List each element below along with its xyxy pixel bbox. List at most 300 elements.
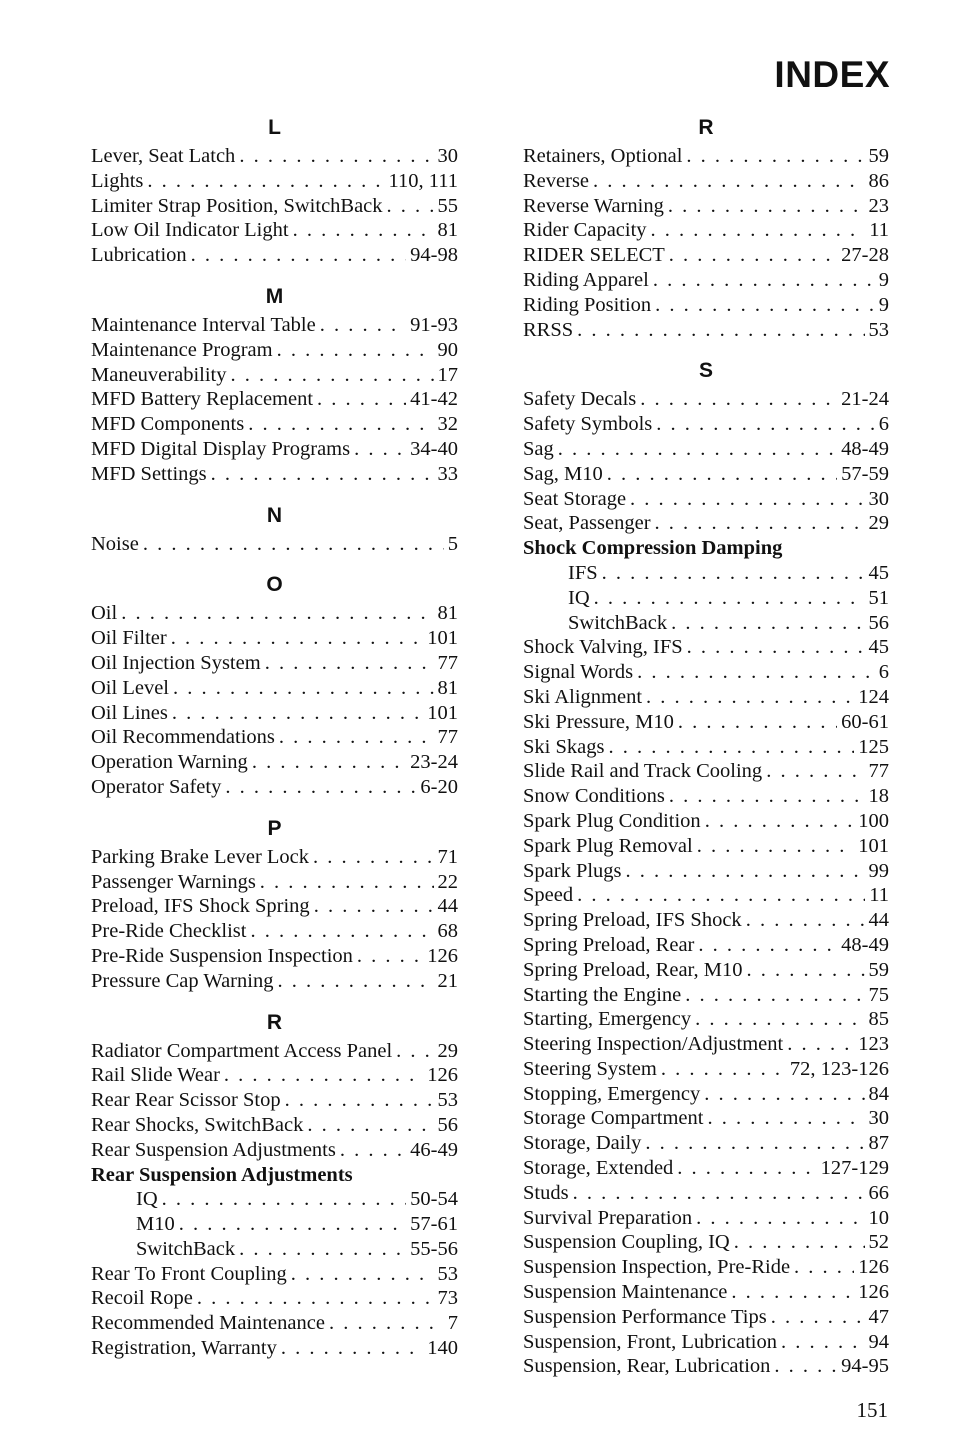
entry-pages: 34-40 — [410, 437, 458, 460]
entry-term: Lever, Seat Latch — [91, 145, 236, 167]
entry-term: Rear Rear Scissor Stop — [91, 1089, 281, 1112]
dot-leader — [695, 1007, 864, 1032]
entry-pages: 101 — [858, 834, 889, 857]
entry-pages: 59 — [868, 145, 889, 167]
dot-leader — [661, 1057, 786, 1082]
index-entry — [91, 1138, 458, 1163]
entry-term: Sag, M10 — [523, 462, 603, 485]
entry-pages: 56 — [437, 1113, 458, 1136]
dot-leader — [313, 845, 433, 870]
index-entry — [523, 1230, 889, 1255]
index-entry — [523, 660, 889, 685]
entry-pages: 41-42 — [410, 388, 458, 411]
dot-leader — [239, 144, 433, 169]
entry-term: Storage Compartment — [523, 1107, 704, 1130]
index-entry — [523, 635, 889, 660]
entry-term: Seat Storage — [523, 487, 627, 510]
index-entry — [523, 759, 889, 784]
dot-leader — [260, 870, 434, 895]
dot-leader — [179, 1212, 406, 1237]
entry-term: Riding Apparel — [523, 268, 649, 291]
index-sub-entry — [523, 561, 889, 586]
entry-pages: 21-24 — [841, 388, 889, 411]
index-entry — [523, 1255, 889, 1280]
dot-leader — [277, 338, 434, 363]
index-entry — [91, 676, 458, 701]
entry-pages: 44 — [437, 895, 458, 918]
entry-pages: 57-59 — [841, 462, 889, 485]
dot-leader — [225, 775, 416, 800]
entry-term: Sag — [523, 437, 554, 460]
entry-pages: 44 — [868, 909, 889, 932]
index-sub-entry — [523, 611, 889, 636]
dot-leader — [191, 243, 407, 268]
entry-term: Ski Alignment — [523, 685, 643, 708]
entry-pages: 81 — [437, 602, 458, 625]
section-n — [91, 502, 458, 557]
entry-pages: 94-98 — [410, 244, 458, 267]
entry-pages: 30 — [868, 487, 889, 510]
index-entry — [523, 194, 889, 219]
index-entry — [91, 437, 458, 462]
entry-term: MFD Settings — [91, 462, 207, 485]
section-letter: M — [265, 284, 284, 308]
entry-pages: 55 — [437, 194, 458, 217]
dot-leader — [626, 859, 865, 884]
index-entry — [91, 313, 458, 338]
entry-term: SwitchBack — [568, 611, 668, 634]
index-entry — [523, 1330, 889, 1355]
entry-pages: 51 — [868, 586, 889, 609]
section-l — [91, 114, 458, 268]
index-entry — [523, 243, 889, 268]
entry-pages: 55-56 — [410, 1237, 458, 1260]
index-entry — [91, 1336, 458, 1361]
index-entry — [523, 1354, 889, 1379]
entry-term: M10 — [136, 1213, 175, 1236]
dot-leader — [387, 194, 434, 219]
dot-leader — [794, 1255, 854, 1280]
entry-term: Maneuverability — [91, 363, 227, 386]
entry-pages: 30 — [868, 1107, 889, 1130]
entry-term: Passenger Warnings — [91, 870, 256, 893]
dot-leader — [171, 626, 424, 651]
entry-term: Pre-Ride Suspension Inspection — [91, 944, 353, 967]
entry-term: Ski Pressure, M10 — [523, 710, 674, 733]
entry-pages: 81 — [437, 676, 458, 699]
dot-leader — [329, 1311, 444, 1336]
index-entry — [523, 1007, 889, 1032]
entry-term: MFD Components — [91, 413, 245, 436]
entry-pages: 29 — [868, 512, 889, 535]
entry-pages: 100 — [858, 809, 889, 832]
dot-leader — [607, 462, 837, 487]
section-p — [91, 815, 458, 994]
entry-pages: 87 — [868, 1132, 889, 1155]
dot-leader — [774, 1354, 837, 1379]
index-entry — [523, 218, 889, 243]
entry-term: Riding Position — [523, 293, 652, 316]
entry-term: Storage, Daily — [523, 1132, 642, 1155]
index-entry — [91, 725, 458, 750]
entry-term: Maintenance Interval Table — [91, 313, 316, 336]
index-entry — [91, 894, 458, 919]
entry-term: MFD Battery Replacement — [91, 388, 314, 411]
entry-pages: 126 — [427, 944, 458, 967]
entry-term: Lubrication — [91, 244, 187, 267]
entry-pages: 46-49 — [410, 1138, 458, 1161]
section-letter: O — [266, 573, 283, 597]
entry-group — [523, 387, 889, 536]
entry-term: Pre-Ride Checklist — [91, 920, 247, 943]
index-entry — [523, 1057, 889, 1082]
dot-leader — [279, 725, 434, 750]
dot-leader — [239, 1237, 406, 1262]
dot-leader — [357, 944, 423, 969]
section-letter: N — [266, 503, 283, 527]
entry-pages: 140 — [427, 1337, 458, 1360]
dot-leader — [558, 437, 837, 462]
dot-leader — [669, 243, 837, 268]
entry-term: Low Oil Indicator Light — [91, 219, 289, 242]
dot-leader — [250, 919, 433, 944]
section-s — [523, 357, 889, 1379]
index-entry — [523, 958, 889, 983]
entry-term: Spark Plug Removal — [523, 834, 693, 857]
entry-pages: 6 — [878, 661, 889, 684]
dot-leader — [771, 1305, 865, 1330]
entry-pages: 72, 123-126 — [789, 1057, 889, 1080]
index-entry — [523, 1082, 889, 1107]
entry-pages: 94 — [868, 1330, 889, 1353]
entry-pages: 18 — [868, 785, 889, 808]
entry-term: SwitchBack — [136, 1237, 236, 1260]
dot-leader — [197, 1286, 434, 1311]
dot-leader — [608, 735, 854, 760]
dot-leader — [687, 635, 865, 660]
index-entry — [523, 1032, 889, 1057]
index-entry — [523, 268, 889, 293]
entry-pages: 53 — [437, 1089, 458, 1112]
entry-pages: 29 — [437, 1039, 458, 1062]
index-entry — [91, 1311, 458, 1336]
entry-term: Starting, Emergency — [523, 1008, 692, 1031]
entry-pages: 23 — [868, 194, 889, 217]
dot-leader — [685, 983, 864, 1008]
entry-term: Survival Preparation — [523, 1206, 693, 1229]
entry-term: Preload, IFS Shock Spring — [91, 895, 310, 918]
entry-term: Storage, Extended — [523, 1157, 674, 1180]
index-entry — [91, 1088, 458, 1113]
entry-term: Suspension Coupling, IQ — [523, 1231, 730, 1254]
entry-pages: 77 — [437, 651, 458, 674]
entry-pages: 33 — [437, 462, 458, 485]
dot-leader — [162, 1187, 407, 1212]
index-entry — [523, 437, 889, 462]
entry-term: Reverse Warning — [523, 194, 664, 217]
index-entry — [91, 363, 458, 388]
entry-term: Starting the Engine — [523, 983, 682, 1006]
dot-leader — [143, 532, 444, 557]
index-entry — [91, 1063, 458, 1088]
entry-term: Stopping, Emergency — [523, 1082, 701, 1105]
index-entry — [91, 750, 458, 775]
entry-term: Signal Words — [523, 661, 634, 684]
entry-term: Rear Shocks, SwitchBack — [91, 1113, 304, 1136]
entry-pages: 30 — [437, 145, 458, 167]
entry-term: Rider Capacity — [523, 219, 647, 242]
dot-leader — [173, 676, 434, 701]
entry-pages: 52 — [868, 1231, 889, 1254]
index-entry — [523, 487, 889, 512]
dot-leader — [747, 958, 865, 983]
entry-term: Ski Skags — [523, 735, 605, 758]
entry-pages: 50-54 — [410, 1188, 458, 1211]
entry-pages: 86 — [868, 169, 889, 192]
dot-leader — [645, 1131, 864, 1156]
entry-pages: 77 — [868, 760, 889, 783]
dot-leader — [704, 1082, 864, 1107]
dot-leader — [766, 759, 864, 784]
entry-pages: 71 — [437, 845, 458, 868]
entry-term: RIDER SELECT — [523, 244, 665, 267]
entry-term: MFD Digital Display Programs — [91, 437, 351, 460]
dot-leader — [698, 933, 837, 958]
entry-pages: 23-24 — [410, 751, 458, 774]
index-entry — [91, 701, 458, 726]
entry-term: Oil — [91, 602, 118, 625]
entry-pages: 68 — [437, 920, 458, 943]
index-entry — [91, 626, 458, 651]
dot-leader — [677, 1156, 816, 1181]
index-entry — [523, 908, 889, 933]
entry-term: Rear To Front Coupling — [91, 1262, 287, 1285]
dot-leader — [265, 651, 434, 676]
section-o — [91, 571, 458, 799]
dot-leader — [668, 194, 865, 219]
entry-term: Rail Slide Wear — [91, 1064, 220, 1087]
index-entry — [523, 1131, 889, 1156]
index-entry — [91, 218, 458, 243]
dot-leader — [594, 586, 865, 611]
index-entry — [523, 1181, 889, 1206]
entry-pages: 9 — [878, 268, 889, 291]
index-entry — [91, 651, 458, 676]
index-column-right — [523, 114, 889, 1394]
index-entry — [91, 775, 458, 800]
entry-term: Spark Plug Condition — [523, 809, 701, 832]
dot-leader — [293, 218, 434, 243]
index-entry — [523, 834, 889, 859]
index-entry — [523, 859, 889, 884]
entry-pages: 48-49 — [841, 437, 889, 460]
dot-leader — [172, 701, 423, 726]
section-letter: R — [698, 116, 714, 139]
entry-term: Radiator Compartment Access Panel — [91, 1039, 393, 1062]
dot-leader — [655, 293, 875, 318]
entry-pages: 123 — [858, 1033, 889, 1056]
subheading: Rear Suspension Adjustments — [91, 1163, 353, 1186]
entry-pages: 59 — [868, 958, 889, 981]
entry-pages: 75 — [868, 983, 889, 1006]
entry-pages: 126 — [858, 1256, 889, 1279]
index-entry — [91, 845, 458, 870]
dot-leader — [731, 1280, 854, 1305]
dot-leader — [646, 685, 854, 710]
dot-leader — [573, 1181, 865, 1206]
entry-term: Shock Valving, IFS — [523, 636, 683, 659]
index-entry — [523, 983, 889, 1008]
entry-pages: 7 — [447, 1312, 458, 1335]
dot-leader — [630, 487, 864, 512]
entry-pages: 22 — [437, 870, 458, 893]
entry-term: Suspension Inspection, Pre-Ride — [523, 1256, 791, 1279]
entry-term: Safety Decals — [523, 388, 637, 411]
dot-leader — [656, 412, 874, 437]
entry-pages: 17 — [437, 363, 458, 386]
dot-leader — [593, 169, 864, 194]
index-entry — [91, 944, 458, 969]
index-entry — [523, 144, 889, 169]
entry-group — [91, 1262, 458, 1361]
entry-term: Steering Inspection/Adjustment — [523, 1033, 784, 1056]
dot-leader — [277, 969, 433, 994]
entry-term: Slide Rail and Track Cooling — [523, 760, 763, 783]
entry-group — [91, 1039, 458, 1163]
dot-leader — [640, 387, 837, 412]
dot-leader — [291, 1262, 434, 1287]
index-entry — [523, 685, 889, 710]
entry-pages: 81 — [437, 219, 458, 242]
dot-leader — [577, 318, 864, 343]
dot-leader — [637, 660, 875, 685]
section-r-right — [523, 114, 889, 342]
page-number: 151 — [856, 1398, 888, 1422]
dot-leader — [307, 1113, 433, 1138]
entry-pages: 99 — [868, 859, 889, 882]
index-entry — [523, 169, 889, 194]
entry-pages: 60-61 — [841, 710, 889, 733]
entry-pages: 77 — [437, 726, 458, 749]
entry-term: Oil Lines — [91, 701, 168, 724]
entry-term: Limiter Strap Position, SwitchBack — [91, 194, 383, 217]
entry-term: Recommended Maintenance — [91, 1312, 325, 1335]
entry-term: Spring Preload, Rear — [523, 933, 695, 956]
entry-pages: 73 — [437, 1287, 458, 1310]
entry-pages: 90 — [437, 338, 458, 361]
dot-leader — [317, 387, 406, 412]
section-letter: R — [266, 1010, 283, 1034]
index-entry — [523, 735, 889, 760]
entry-term: Oil Level — [91, 676, 169, 699]
dot-leader — [653, 268, 875, 293]
index-entry — [523, 1106, 889, 1131]
entry-term: Operator Safety — [91, 775, 222, 798]
entry-term: Speed — [523, 884, 574, 907]
index-sub-entry — [91, 1237, 458, 1262]
entry-group — [523, 635, 889, 1379]
entry-term: Lights — [91, 169, 144, 192]
dot-leader — [781, 1330, 865, 1355]
sub-entry-group — [523, 561, 889, 635]
dot-leader — [602, 561, 865, 586]
entry-term: Maintenance Program — [91, 338, 273, 361]
index-entry — [523, 933, 889, 958]
index-entry — [91, 1113, 458, 1138]
index-column-left — [91, 114, 458, 1376]
index-entry — [523, 511, 889, 536]
entry-pages: 6 — [878, 413, 889, 436]
entry-pages: 11 — [869, 884, 889, 907]
entry-term: IQ — [568, 586, 590, 609]
entry-pages: 126 — [427, 1064, 458, 1087]
index-entry — [91, 601, 458, 626]
entry-term: Snow Conditions — [523, 785, 665, 808]
entry-pages: 21 — [437, 969, 458, 992]
entry-pages: 56 — [868, 611, 889, 634]
index-entry — [91, 462, 458, 487]
dot-leader — [396, 1039, 433, 1064]
entry-pages: 101 — [427, 627, 458, 650]
index-entry — [523, 1305, 889, 1330]
entry-pages: 85 — [868, 1008, 889, 1031]
index-sub-entry — [91, 1187, 458, 1212]
entry-term: Suspension, Front, Lubrication — [523, 1330, 777, 1353]
dot-leader — [252, 750, 406, 775]
index-sub-entry — [523, 586, 889, 611]
dot-leader — [121, 601, 433, 626]
dot-leader — [320, 313, 406, 338]
entry-term: IQ — [136, 1188, 158, 1211]
entry-term: Oil Injection System — [91, 651, 261, 674]
entry-pages: 47 — [868, 1305, 889, 1328]
index-entry — [523, 809, 889, 834]
index-entry — [523, 318, 889, 343]
dot-leader — [669, 784, 865, 809]
entry-pages: 91-93 — [410, 313, 458, 336]
entry-term: Oil Filter — [91, 627, 167, 650]
entry-term: Suspension Maintenance — [523, 1281, 728, 1304]
index-entry — [91, 969, 458, 994]
entry-term: Safety Symbols — [523, 413, 653, 436]
index-entry — [91, 870, 458, 895]
entry-term: Operation Warning — [91, 751, 248, 774]
entry-term: Spark Plugs — [523, 859, 622, 882]
entry-pages: 11 — [869, 219, 889, 242]
subheading: Shock Compression Damping — [523, 537, 783, 560]
entry-pages: 124 — [858, 685, 889, 708]
index-entry — [91, 412, 458, 437]
entry-pages: 45 — [868, 636, 889, 659]
dot-leader — [678, 710, 837, 735]
dot-leader — [147, 169, 384, 194]
entry-pages: 94-95 — [841, 1355, 889, 1378]
entry-term: Oil Recommendations — [91, 726, 275, 749]
index-entry — [523, 883, 889, 908]
entry-term: Recoil Rope — [91, 1287, 193, 1310]
entry-pages: 10 — [868, 1206, 889, 1229]
index-entry — [523, 1206, 889, 1231]
entry-pages: 66 — [868, 1181, 889, 1204]
entry-pages: 110, 111 — [388, 169, 458, 192]
dot-leader — [354, 437, 406, 462]
index-entry — [523, 412, 889, 437]
index-entry — [91, 532, 458, 557]
index-entry — [91, 194, 458, 219]
dot-leader — [285, 1088, 434, 1113]
section-letter: S — [698, 359, 713, 383]
section-m — [91, 283, 458, 487]
